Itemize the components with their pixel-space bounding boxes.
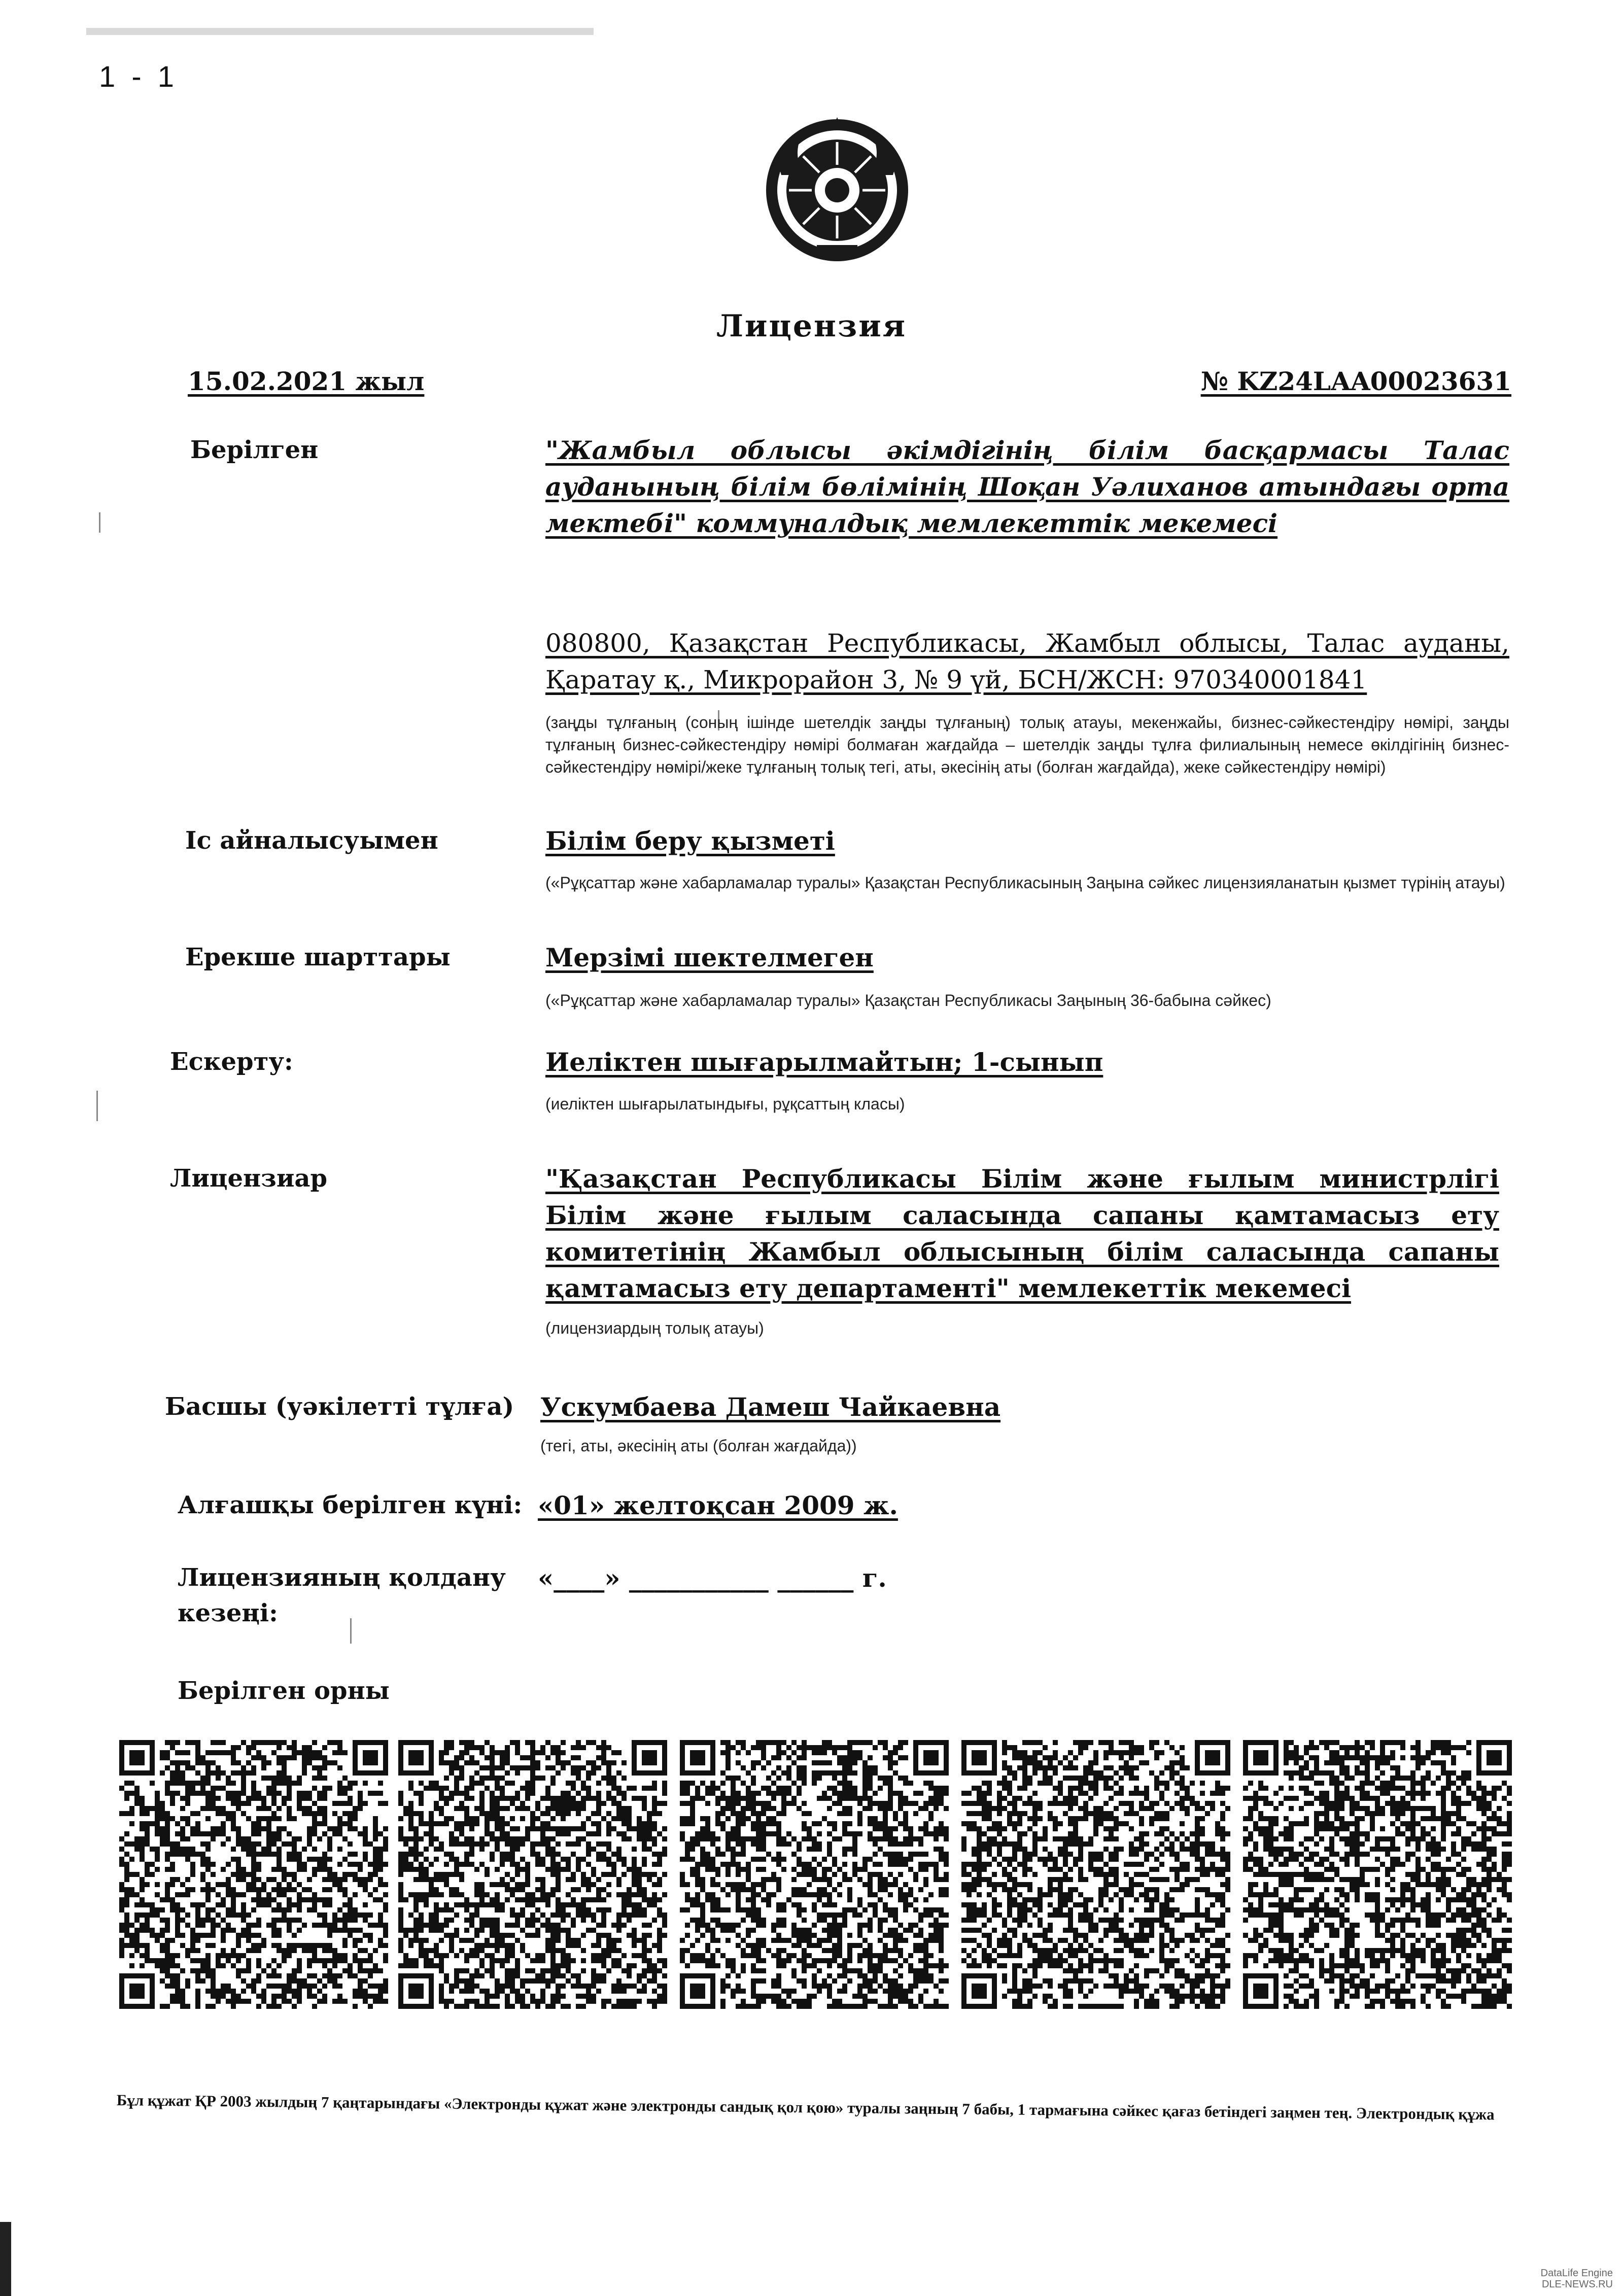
qr-code-icon bbox=[1243, 1740, 1512, 2009]
head-label: Басшы (уәкілетті тұлға) bbox=[165, 1393, 514, 1421]
qr-code-icon bbox=[961, 1740, 1230, 2009]
issued-to-label: Берілген bbox=[190, 436, 319, 464]
licensor-note: (лицензиардың толық атауы) bbox=[545, 1319, 764, 1337]
scan-edge-mark bbox=[0, 2222, 11, 2296]
licensor-value: "Қазақстан Республикасы Білім және ғылым министрлігі Білім және ғылым саласында сапаны қамтамасыз ету комитетінің Жамбыл облысының білім саласында сапаны қамтамасыз ету департаменті" мемлекеттік мекемесі bbox=[545, 1164, 1499, 1303]
watermark-line: DLE-NEWS.RU bbox=[1541, 2279, 1613, 2290]
head-value: Ускумбаева Дамеш Чайкаевна bbox=[540, 1392, 1001, 1422]
license-number: № KZ24LAA00023631 bbox=[1200, 366, 1511, 396]
remark-value: Иеліктен шығарылмайтын; 1-сынып bbox=[545, 1047, 1103, 1077]
special-conditions-note: («Рұқсаттар және хабарламалар туралы» Қазақстан Республикасы Заңының 36-бабына сәйкес) bbox=[545, 991, 1271, 1010]
scan-tick bbox=[96, 1091, 98, 1121]
remark-note: (иеліктен шығарылатындығы, рұқсаттың класы) bbox=[545, 1095, 905, 1113]
licensor-label: Лицензиар bbox=[170, 1164, 328, 1193]
qr-code-icon bbox=[119, 1740, 388, 2009]
qr-code-icon bbox=[680, 1740, 949, 2009]
issued-to-value: "Жамбыл облысы әкімдігінің білім басқармасы Талас ауданының білім бөлімінің Шоқан Уәлиханов атындағы орта мектебі" коммуналдық мемлекеттік мекемесі bbox=[545, 435, 1509, 538]
issued-to-note: (заңды тұлғаның (соның ішінде шетелдік заңды тұлғаның) толық атауы, мекенжайы, бизнес-сәйкестендіру нөмірі, заңды тұлғаның бизнес-сәйкестендіру нөмірі болмаған жағдайда – шетелдік заңды тұлға филиалының немесе өкілдігінің бизнес-сәйкестендіру нөмірі/жеке тұлғаның толық тегі, аты, әкесінің аты (болған жағдайда), жеке сәйкестендіру нөмірі) bbox=[545, 713, 1509, 776]
legal-footer: Бұл құжат ҚР 2003 жылдың 7 қаңтарындағы «Электронды құжат және электронды сандық қол қою» туралы заңның 7 бабы, 1 тармағына сәйкес қағаз бетіндегі заңмен тең. Электрондық құжа bbox=[116, 2091, 1495, 2124]
first-issue-value: «01» желтоқсан 2009 ж. bbox=[538, 1490, 898, 1520]
qr-code-icon bbox=[398, 1740, 667, 2009]
watermark bbox=[1541, 2268, 1613, 2290]
special-conditions-value: Мерзімі шектелмеген bbox=[545, 943, 874, 972]
validity-value: «____» ___________ ______ г. bbox=[538, 1563, 887, 1593]
activity-value: Білім беру қызметі bbox=[545, 826, 835, 856]
page-number: 1 - 1 bbox=[99, 60, 179, 93]
head-note: (тегі, аты, әкесінің аты (болған жағдайда)) bbox=[540, 1437, 857, 1455]
watermark-line: DataLife Engine bbox=[1540, 2268, 1613, 2279]
scan-top-bar bbox=[86, 28, 594, 35]
issue-date: 15.02.2021 жыл bbox=[188, 366, 425, 396]
validity-label: Лицензияның қолдану кезеңі: bbox=[178, 1563, 506, 1627]
document-title: Лицензия bbox=[716, 308, 907, 344]
place-label: Берілген орны bbox=[178, 1677, 390, 1705]
issued-to-address: 080800, Қазақстан Республикасы, Жамбыл облысы, Талас ауданы, Қаратау қ., Микрорайон 3, № 9 үй, БСН/ЖСН: 970340001841 bbox=[545, 629, 1509, 694]
state-emblem-icon bbox=[761, 114, 913, 266]
special-conditions-label: Ерекше шарттары bbox=[185, 943, 451, 971]
scan-tick bbox=[99, 512, 100, 533]
remark-label: Ескерту: bbox=[170, 1048, 293, 1076]
first-issue-label: Алғашқы берілген күні: bbox=[178, 1491, 523, 1519]
activity-label: Іс айналысуымен bbox=[185, 826, 438, 855]
activity-note: («Рұқсаттар және хабарламалар туралы» Қазақстан Республикасының Заңына сәйкес лицензияланатын қызмет түрінің атауы) bbox=[545, 874, 1505, 892]
